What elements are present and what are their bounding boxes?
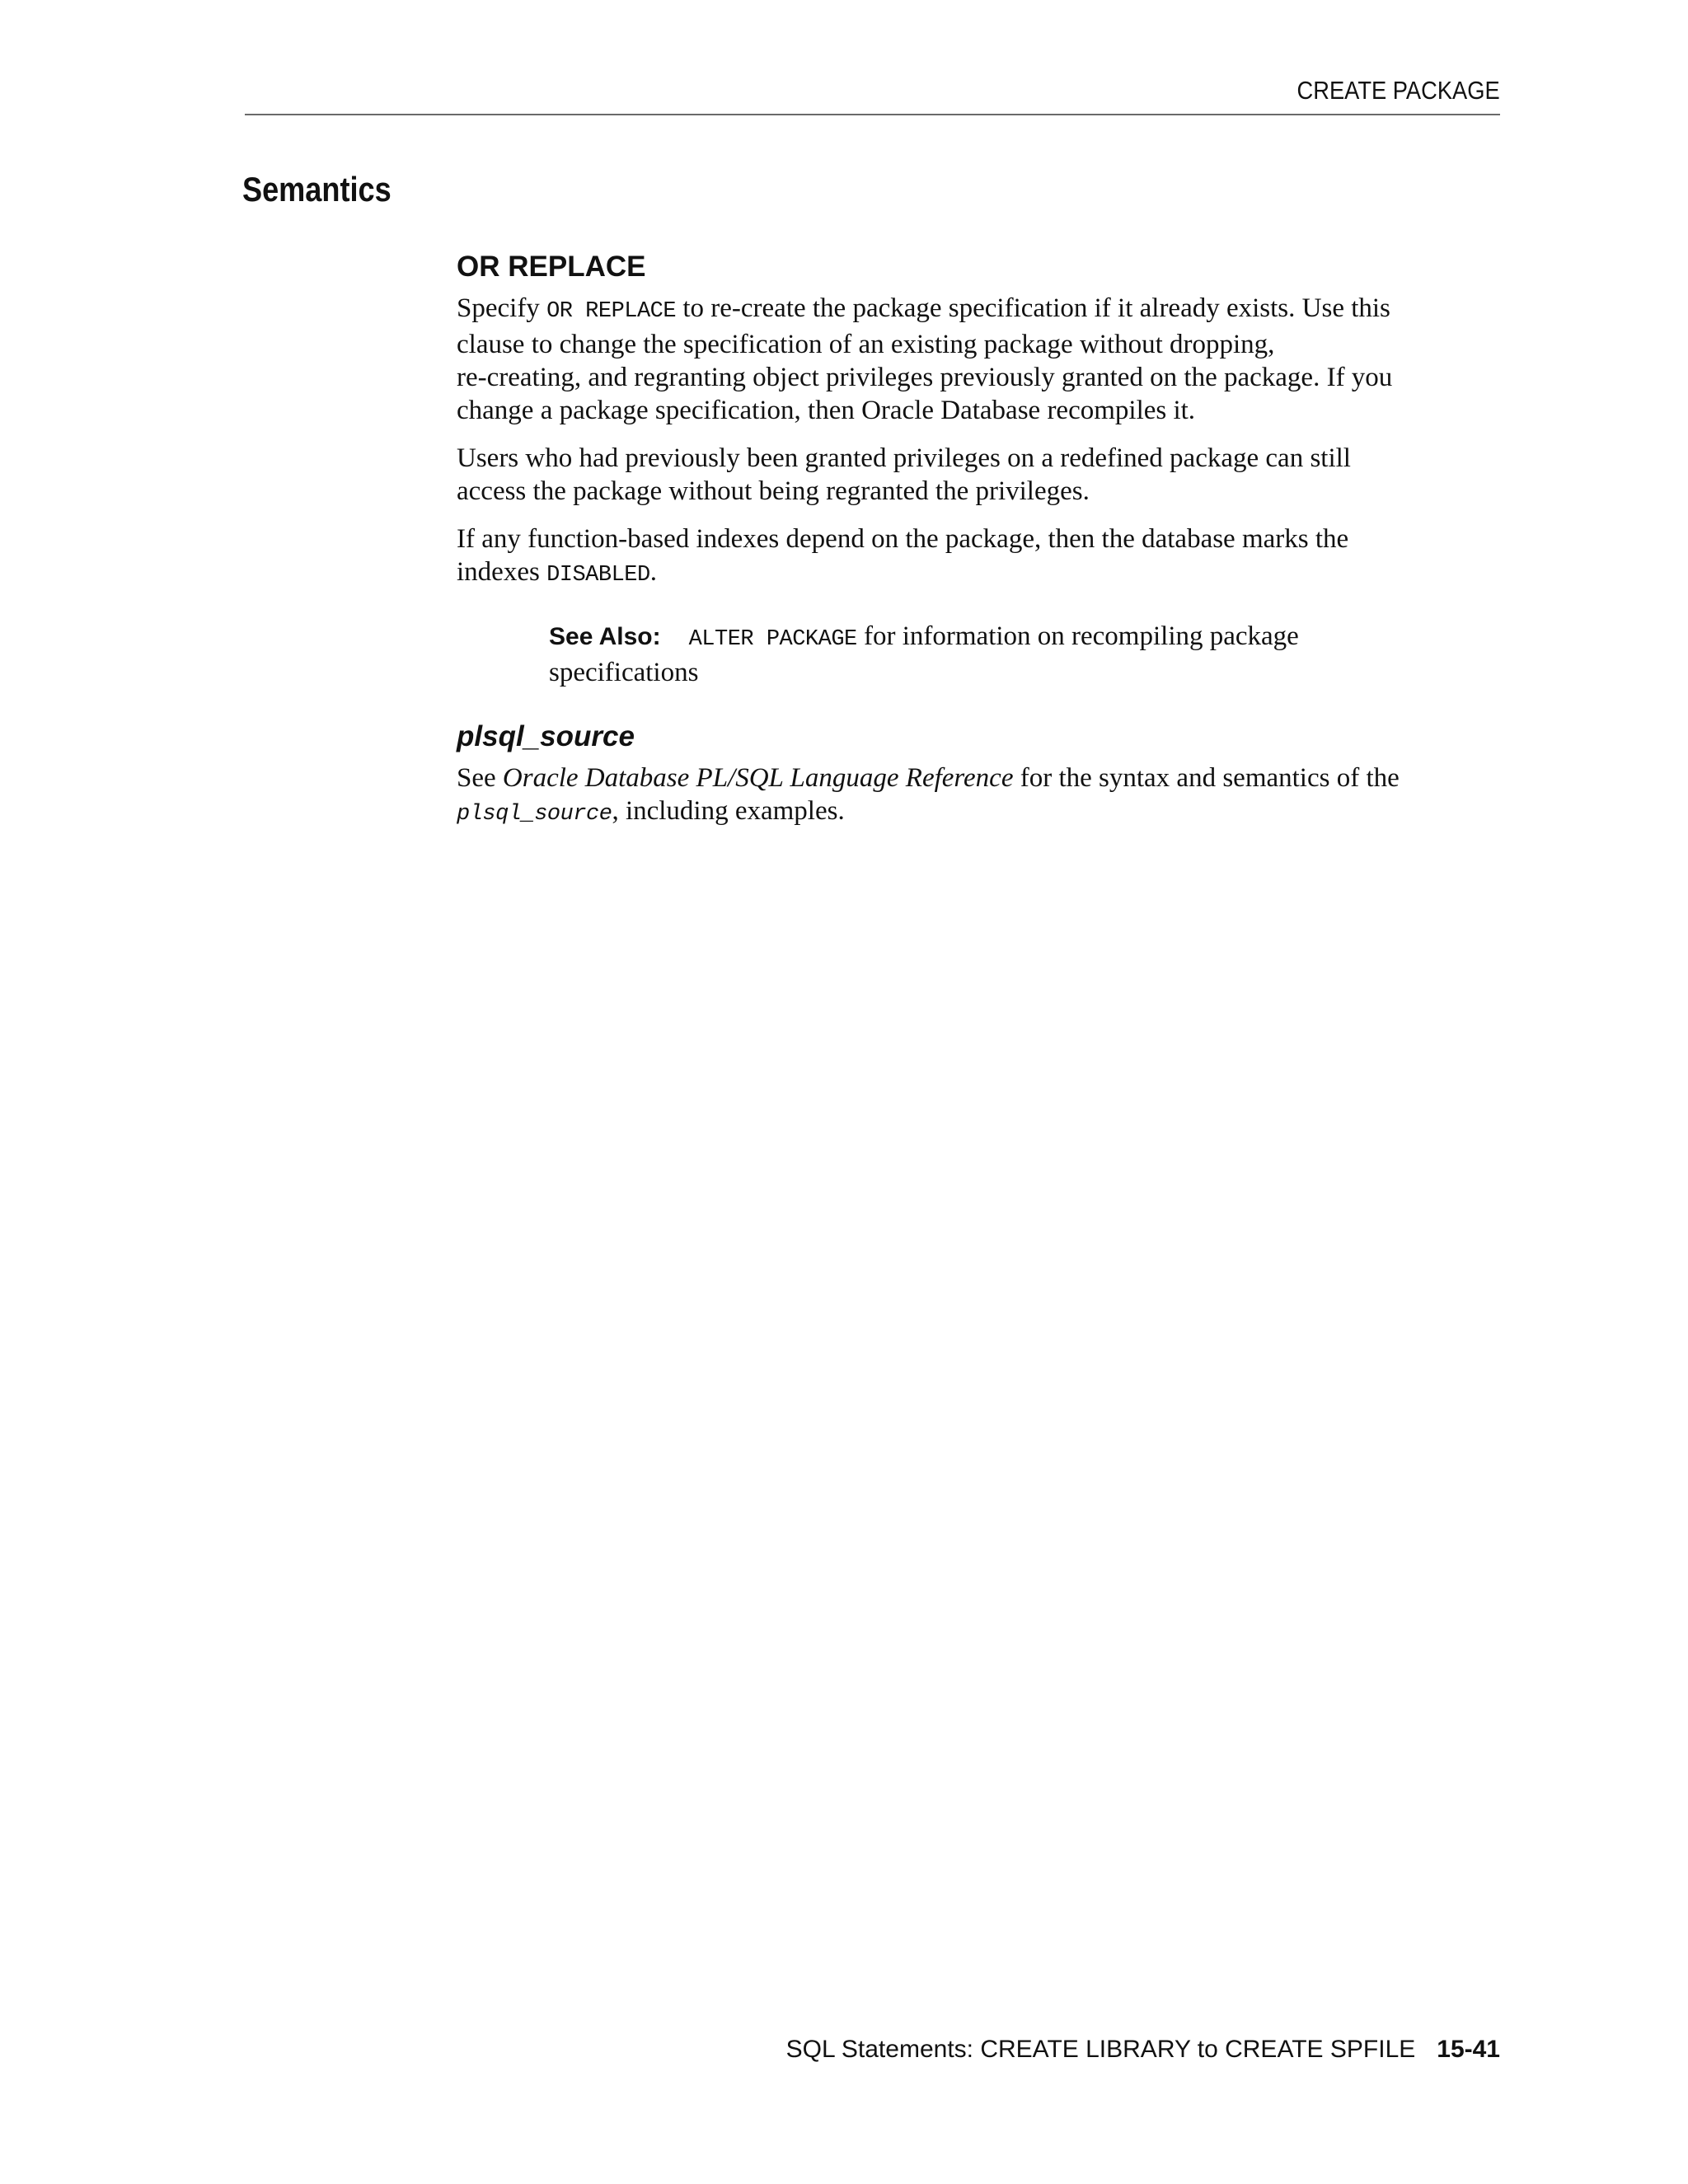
see-also-note bbox=[549, 620, 1456, 689]
or-replace-paragraph-2: Users who had previously been granted privileges on a redefined package can still access the package without being regranted the privileges. bbox=[457, 443, 1351, 506]
disabled-code: DISABLED bbox=[546, 563, 650, 588]
or-replace-paragraph-1 bbox=[457, 292, 1507, 427]
page-content bbox=[457, 247, 1507, 846]
plsql-source-p-post: , including examples. bbox=[612, 796, 845, 826]
section-title: Semantics bbox=[242, 170, 392, 209]
or-replace-p3-pre: If any function-based indexes depend on the package, then the database marks the indexes bbox=[457, 524, 1349, 587]
plsql-source-heading: plsql_source bbox=[457, 720, 635, 752]
plsql-source-paragraph bbox=[457, 762, 1507, 831]
see-also-text: for information on recompiling package specifications bbox=[549, 621, 1299, 687]
or-replace-p3-post: . bbox=[649, 557, 657, 587]
or-replace-paragraph-3 bbox=[457, 523, 1507, 592]
plsql-source-code: plsql_source bbox=[457, 802, 612, 827]
footer-page-number: 15-41 bbox=[1437, 2036, 1500, 2063]
see-also-label: See Also: bbox=[549, 623, 661, 650]
alter-package-link[interactable]: ALTER PACKAGE bbox=[688, 627, 857, 652]
plsql-reference-link[interactable]: Oracle Database PL/SQL Language Reference bbox=[502, 763, 1014, 793]
running-header-title: CREATE PACKAGE bbox=[1296, 76, 1500, 105]
or-replace-p1-pre: Specify bbox=[457, 293, 547, 323]
or-replace-p1-post: to re-create the package specification if it already exists. Use this clause to change the specification of an existing package without dropping, re-creating, and regranting object privileges previously granted on the package. If you change a package specification, then Oracle Database recompiles it. bbox=[457, 293, 1393, 425]
page-footer bbox=[786, 2036, 1500, 2064]
running-header bbox=[245, 73, 1500, 115]
or-replace-heading: OR REPLACE bbox=[457, 251, 646, 283]
plsql-source-p-pre: See bbox=[457, 763, 503, 793]
plsql-source-p-mid: for the syntax and semantics of the bbox=[1020, 763, 1400, 793]
or-replace-code: OR REPLACE bbox=[546, 299, 677, 324]
footer-chapter-title: SQL Statements: CREATE LIBRARY to CREATE SPFILE bbox=[785, 2036, 1416, 2063]
